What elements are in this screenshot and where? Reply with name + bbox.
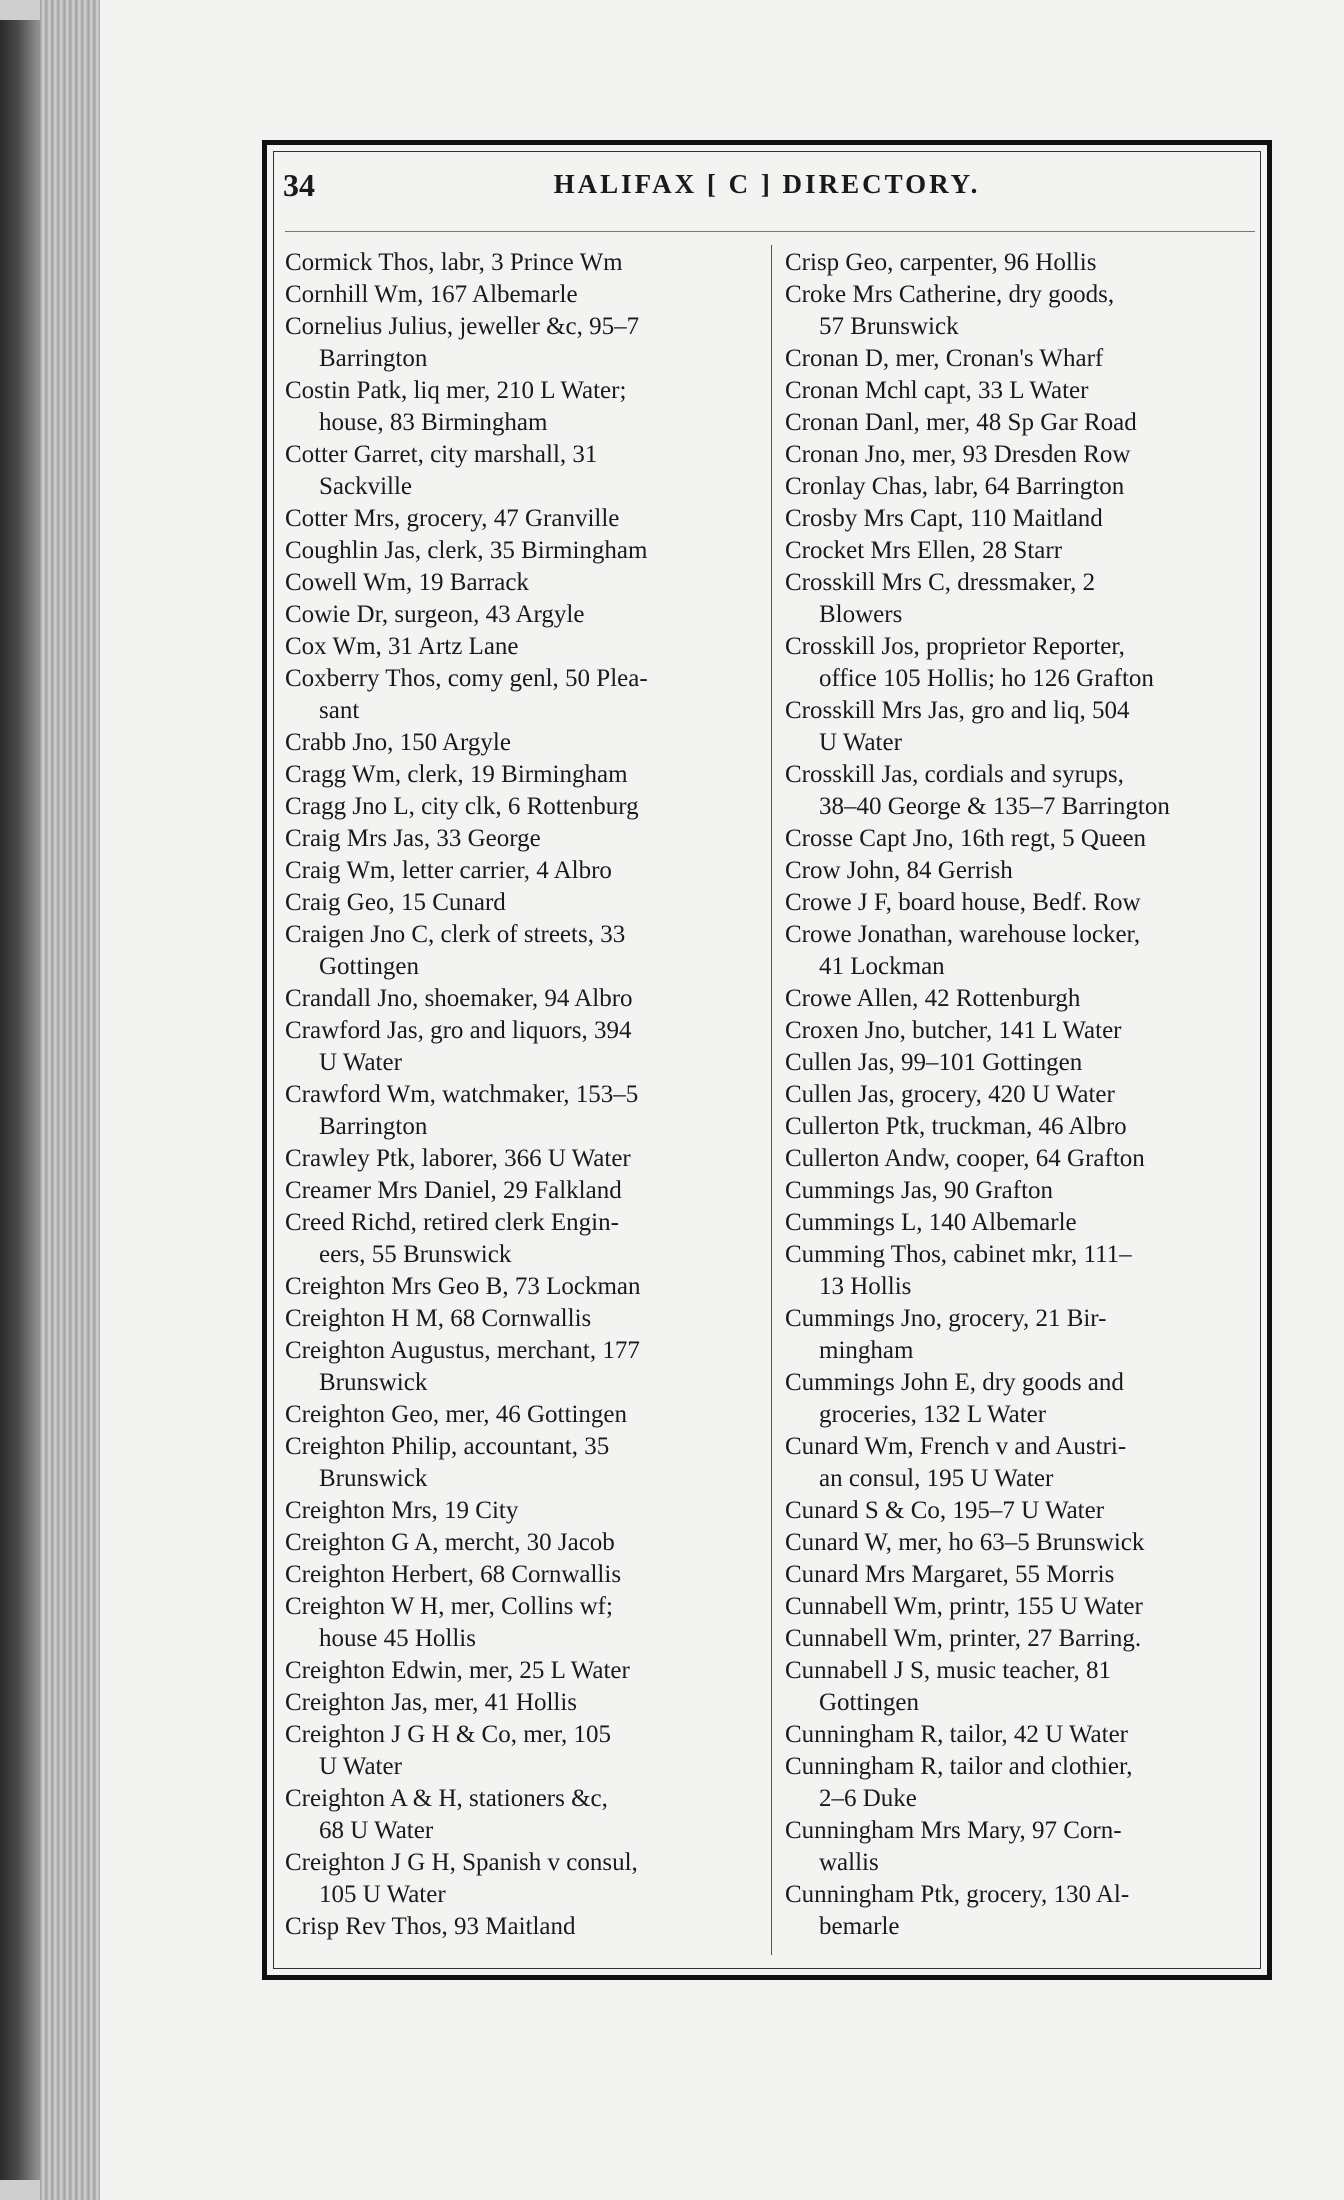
directory-entry [785, 1047, 1265, 1079]
directory-entry [285, 1719, 765, 1783]
directory-entry [785, 1143, 1265, 1175]
entry-continuation-line: 105 U Water [319, 1881, 446, 1908]
directory-entry [785, 1623, 1265, 1655]
entry-continuation-line: eers, 55 Brunswick [319, 1241, 512, 1268]
entry-continuation-line: Brunswick [319, 1369, 428, 1396]
directory-entry [285, 1911, 765, 1943]
directory-entry [285, 823, 765, 855]
directory-entry [285, 631, 765, 663]
directory-entry [785, 887, 1265, 919]
entry-line: Cronan Mchl capt, 33 L Water [785, 377, 1089, 404]
directory-entry [785, 1015, 1265, 1047]
entry-line: Cunard S & Co, 195–7 U Water [785, 1497, 1105, 1524]
directory-entry [785, 471, 1265, 503]
entry-continuation-line: mingham [819, 1337, 914, 1364]
entry-line: Coughlin Jas, clerk, 35 Birmingham [285, 537, 648, 564]
entry-continuation-line: 57 Brunswick [819, 313, 959, 340]
entry-line: Crowe J F, board house, Bedf. Row [785, 889, 1141, 916]
directory-entry [785, 279, 1265, 343]
entry-line: Cronan Danl, mer, 48 Sp Gar Road [785, 409, 1137, 436]
directory-entry [285, 1015, 765, 1079]
directory-entry [785, 1559, 1265, 1591]
running-title: HALIFAX [ C ] DIRECTORY. [553, 169, 981, 199]
entry-line: Cunard Mrs Margaret, 55 Morris [785, 1561, 1115, 1588]
entry-line: Creighton H M, 68 Cornwallis [285, 1305, 592, 1332]
directory-entry [285, 1591, 765, 1655]
directory-entry [285, 567, 765, 599]
entry-continuation-line: Barrington [319, 345, 428, 372]
directory-entry [785, 1303, 1265, 1367]
entry-line: Cunnabell J S, music teacher, 81 [785, 1657, 1112, 1684]
entry-line: Craigen Jno C, clerk of streets, 33 [285, 921, 626, 948]
entry-continuation-line: 68 U Water [319, 1817, 434, 1844]
directory-entry [785, 1367, 1265, 1431]
entry-line: Creighton Edwin, mer, 25 L Water [285, 1657, 630, 1684]
page-number: 34 [283, 167, 315, 203]
directory-entry [285, 727, 765, 759]
entry-continuation-line: an consul, 195 U Water [819, 1465, 1054, 1492]
directory-entry [285, 663, 765, 727]
page-frame [262, 140, 1272, 1980]
entry-line: Creighton Jas, mer, 41 Hollis [285, 1689, 578, 1716]
directory-entry [285, 1079, 765, 1143]
entry-line: Cunard W, mer, ho 63–5 Brunswick [785, 1529, 1145, 1556]
entry-line: Cowie Dr, surgeon, 43 Argyle [285, 601, 585, 628]
entry-line: Craig Mrs Jas, 33 George [285, 825, 541, 852]
entry-line: Cormick Thos, labr, 3 Prince Wm [285, 249, 623, 276]
running-header [267, 163, 1267, 215]
entry-continuation-line: U Water [319, 1753, 402, 1780]
entry-line: Crabb Jno, 150 Argyle [285, 729, 511, 756]
directory-entry [785, 407, 1265, 439]
entry-line: Cummings Jas, 90 Grafton [785, 1177, 1054, 1204]
entry-line: Cummings Jno, grocery, 21 Bir- [785, 1305, 1107, 1332]
entry-line: Cullen Jas, 99–101 Gottingen [785, 1049, 1083, 1076]
entry-line: Cummings John E, dry goods and [785, 1369, 1124, 1396]
entry-line: Cullen Jas, grocery, 420 U Water [785, 1081, 1115, 1108]
entry-continuation-line: Barrington [319, 1113, 428, 1140]
directory-entry [785, 247, 1265, 279]
directory-column-right [785, 247, 1265, 1943]
directory-entry [785, 919, 1265, 983]
entry-line: Crosskill Mrs Jas, gro and liq, 504 [785, 697, 1130, 724]
entry-line: Cunningham R, tailor, 42 U Water [785, 1721, 1129, 1748]
entry-line: Creighton Philip, accountant, 35 [285, 1433, 610, 1460]
entry-continuation-line: Blowers [819, 601, 903, 628]
directory-entry [285, 887, 765, 919]
directory-entry [285, 1687, 765, 1719]
entry-line: Crosskill Mrs C, dressmaker, 2 [785, 569, 1096, 596]
directory-entry [285, 503, 765, 535]
entry-continuation-line: sant [319, 697, 360, 724]
directory-column-left [285, 247, 765, 1943]
entry-line: Croke Mrs Catherine, dry goods, [785, 281, 1115, 308]
directory-entry [785, 1207, 1265, 1239]
entry-line: Cummings L, 140 Albemarle [785, 1209, 1077, 1236]
directory-entry [785, 695, 1265, 759]
directory-entry [285, 247, 765, 279]
directory-entry [785, 1111, 1265, 1143]
directory-entry [785, 503, 1265, 535]
directory-entry [285, 983, 765, 1015]
entry-continuation-line: Brunswick [319, 1465, 428, 1492]
entry-line: Crosby Mrs Capt, 110 Maitland [785, 505, 1103, 532]
directory-entry [285, 919, 765, 983]
directory-entry [785, 983, 1265, 1015]
entry-line: Crawford Jas, gro and liquors, 394 [285, 1017, 632, 1044]
directory-entry [785, 439, 1265, 471]
entry-line: Cronan D, mer, Cronan's Wharf [785, 345, 1104, 372]
entry-line: Cunard Wm, French v and Austri- [785, 1433, 1127, 1460]
directory-entry [785, 1879, 1265, 1943]
entry-line: Creighton J G H & Co, mer, 105 [285, 1721, 612, 1748]
entry-continuation-line: bemarle [819, 1913, 900, 1940]
directory-entry [785, 759, 1265, 823]
directory-entry [785, 1815, 1265, 1879]
entry-line: Crawford Wm, watchmaker, 153–5 [285, 1081, 639, 1108]
entry-continuation-line: U Water [319, 1049, 402, 1076]
entry-line: Creed Richd, retired clerk Engin- [285, 1209, 619, 1236]
directory-entry [285, 311, 765, 375]
entry-continuation-line: house 45 Hollis [319, 1625, 476, 1652]
directory-entry [285, 1559, 765, 1591]
entry-continuation-line: house, 83 Birmingham [319, 409, 548, 436]
directory-entry [285, 1207, 765, 1271]
entry-line: Cotter Mrs, grocery, 47 Granville [285, 505, 620, 532]
directory-entry [785, 1175, 1265, 1207]
entry-line: Creighton Augustus, merchant, 177 [285, 1337, 640, 1364]
entry-line: Cotter Garret, city marshall, 31 [285, 441, 598, 468]
directory-entry [785, 343, 1265, 375]
entry-line: Cullerton Andw, cooper, 64 Grafton [785, 1145, 1145, 1172]
entry-line: Crosskill Jas, cordials and syrups, [785, 761, 1124, 788]
column-divider [771, 245, 772, 1955]
entry-line: Cunningham R, tailor and clothier, [785, 1753, 1133, 1780]
entry-line: Crisp Geo, carpenter, 96 Hollis [785, 249, 1097, 276]
entry-continuation-line: wallis [819, 1849, 879, 1876]
directory-entry [285, 1399, 765, 1431]
directory-entry [785, 567, 1265, 631]
entry-line: Crow John, 84 Gerrish [785, 857, 1013, 884]
directory-entry [785, 1431, 1265, 1495]
entry-continuation-line: groceries, 132 L Water [819, 1401, 1047, 1428]
directory-entry [285, 1847, 765, 1911]
entry-continuation-line: Sackville [319, 473, 413, 500]
entry-line: Croxen Jno, butcher, 141 L Water [785, 1017, 1122, 1044]
entry-line: Coxberry Thos, comy genl, 50 Plea- [285, 665, 648, 692]
entry-line: Cox Wm, 31 Artz Lane [285, 633, 519, 660]
entry-line: Cullerton Ptk, truckman, 46 Albro [785, 1113, 1127, 1140]
entry-line: Creighton A & H, stationers &c, [285, 1785, 608, 1812]
entry-line: Crocket Mrs Ellen, 28 Starr [785, 537, 1063, 564]
directory-entry [285, 599, 765, 631]
entry-line: Creighton Geo, mer, 46 Gottingen [285, 1401, 627, 1428]
directory-entry [285, 1335, 765, 1399]
directory-entry [785, 1239, 1265, 1303]
entry-line: Costin Patk, liq mer, 210 L Water; [285, 377, 627, 404]
entry-line: Cronan Jno, mer, 93 Dresden Row [785, 441, 1131, 468]
entry-line: Cunnabell Wm, printer, 27 Barring. [785, 1625, 1142, 1652]
entry-line: Creighton Mrs, 19 City [285, 1497, 519, 1524]
entry-line: Crawley Ptk, laborer, 366 U Water [285, 1145, 631, 1172]
directory-entry [285, 279, 765, 311]
entry-line: Creighton G A, mercht, 30 Jacob [285, 1529, 615, 1556]
directory-entry [285, 1271, 765, 1303]
entry-line: Crowe Jonathan, warehouse locker, [785, 921, 1141, 948]
entry-line: Cornhill Wm, 167 Albemarle [285, 281, 578, 308]
directory-entry [285, 1527, 765, 1559]
entry-continuation-line: Gottingen [319, 953, 419, 980]
entry-line: Crosskill Jos, proprietor Reporter, [785, 633, 1125, 660]
directory-entry [785, 631, 1265, 695]
directory-entry [285, 1783, 765, 1847]
entry-line: Cragg Wm, clerk, 19 Birmingham [285, 761, 628, 788]
directory-entry [285, 855, 765, 887]
entry-continuation-line: 38–40 George & 135–7 Barrington [819, 793, 1170, 820]
directory-entry [285, 1175, 765, 1207]
directory-entry [785, 1495, 1265, 1527]
directory-entry [785, 823, 1265, 855]
entry-line: Cornelius Julius, jeweller &c, 95–7 [285, 313, 640, 340]
entry-line: Crosse Capt Jno, 16th regt, 5 Queen [785, 825, 1147, 852]
directory-entry [785, 1591, 1265, 1623]
entry-line: Cumming Thos, cabinet mkr, 111– [785, 1241, 1132, 1268]
directory-entry [785, 1719, 1265, 1751]
entry-line: Craig Geo, 15 Cunard [285, 889, 506, 916]
directory-entry [285, 1303, 765, 1335]
entry-line: Crandall Jno, shoemaker, 94 Albro [285, 985, 633, 1012]
header-rule [285, 231, 1255, 232]
directory-entry [285, 1143, 765, 1175]
directory-entry [285, 791, 765, 823]
entry-continuation-line: 13 Hollis [819, 1273, 912, 1300]
entry-line: Creighton Mrs Geo B, 73 Lockman [285, 1273, 641, 1300]
directory-entry [285, 1431, 765, 1495]
entry-line: Creamer Mrs Daniel, 29 Falkland [285, 1177, 622, 1204]
directory-entry [285, 535, 765, 567]
directory-entry [285, 439, 765, 503]
entry-line: Cunnabell Wm, printr, 155 U Water [785, 1593, 1143, 1620]
directory-entry [285, 759, 765, 791]
entry-line: Crisp Rev Thos, 93 Maitland [285, 1913, 576, 1940]
directory-entry [785, 375, 1265, 407]
directory-entry [785, 855, 1265, 887]
directory-entry [785, 1751, 1265, 1815]
entry-line: Cragg Jno L, city clk, 6 Rottenburg [285, 793, 639, 820]
entry-line: Cowell Wm, 19 Barrack [285, 569, 529, 596]
entry-line: Creighton W H, mer, Collins wf; [285, 1593, 613, 1620]
entry-continuation-line: 41 Lockman [819, 953, 945, 980]
directory-entry [785, 1079, 1265, 1111]
entry-line: Cunningham Ptk, grocery, 130 Al- [785, 1881, 1130, 1908]
directory-entry [285, 375, 765, 439]
directory-entry [785, 1655, 1265, 1719]
entry-line: Cunningham Mrs Mary, 97 Corn- [785, 1817, 1122, 1844]
entry-line: Craig Wm, letter carrier, 4 Albro [285, 857, 612, 884]
entry-line: Creighton Herbert, 68 Cornwallis [285, 1561, 622, 1588]
entry-continuation-line: U Water [819, 729, 902, 756]
directory-entry [785, 535, 1265, 567]
directory-entry [785, 1527, 1265, 1559]
entry-continuation-line: 2–6 Duke [819, 1785, 917, 1812]
entry-line: Cronlay Chas, labr, 64 Barrington [785, 473, 1125, 500]
entry-continuation-line: office 105 Hollis; ho 126 Grafton [819, 665, 1154, 692]
entry-line: Creighton J G H, Spanish v consul, [285, 1849, 638, 1876]
directory-entry [285, 1655, 765, 1687]
entry-continuation-line: Gottingen [819, 1689, 919, 1716]
entry-line: Crowe Allen, 42 Rottenburgh [785, 985, 1081, 1012]
directory-entry [285, 1495, 765, 1527]
